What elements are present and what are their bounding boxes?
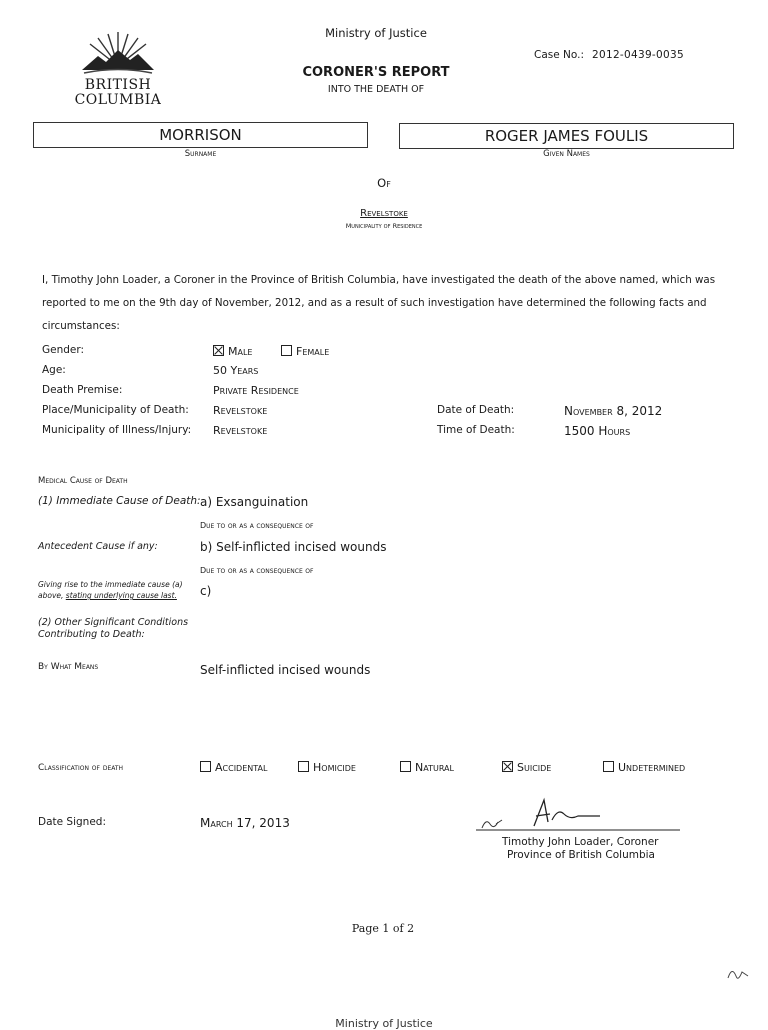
immediate-cause-label: (1) Immediate Cause of Death: bbox=[38, 495, 201, 507]
classification-undetermined bbox=[603, 761, 685, 774]
underlying-cause-value: c) bbox=[200, 584, 212, 598]
ministry-title: Ministry of Justice bbox=[325, 26, 427, 40]
date-signed-label: Date Signed: bbox=[38, 816, 106, 828]
intro-line-2: reported to me on the 9th day of November, 2012, and as a result of such investigation have determined the following facts and bbox=[42, 297, 707, 309]
coroner-name: Timothy John Loader, Coroner bbox=[502, 836, 659, 848]
due-to-2: Due to or as a consequence of bbox=[200, 566, 314, 575]
given-names-caption: Given Names bbox=[543, 149, 590, 159]
place-value: Revelstoke bbox=[213, 404, 268, 417]
page-number: Page 1 of 2 bbox=[351, 922, 415, 935]
undetermined-label: Undetermined bbox=[618, 761, 686, 774]
homicide-checkbox bbox=[298, 761, 309, 772]
natural-checkbox bbox=[400, 761, 411, 772]
undetermined-checkbox bbox=[603, 761, 614, 772]
initials-mark bbox=[724, 962, 752, 984]
other-conditions-label-2: Contributing to Death: bbox=[38, 629, 145, 640]
due-to-1: Due to or as a consequence of bbox=[200, 521, 314, 530]
report-subtitle: INTO THE DEATH OF bbox=[327, 84, 425, 95]
surname-box bbox=[33, 122, 368, 148]
place-label: Place/Municipality of Death: bbox=[42, 404, 189, 416]
classification-accidental bbox=[200, 761, 267, 774]
homicide-label: Homicide bbox=[313, 761, 356, 774]
antecedent-value: b) Self-inflicted incised wounds bbox=[200, 540, 387, 554]
means-value: Self-inflicted incised wounds bbox=[200, 663, 371, 677]
classification-homicide bbox=[298, 761, 356, 774]
date-signed-value: March 17, 2013 bbox=[200, 816, 290, 830]
given-names-value: ROGER JAMES FOULIS bbox=[484, 127, 649, 145]
giving-rise-underlined: stating underlying cause last. bbox=[65, 591, 177, 600]
age-value: 50 Years bbox=[213, 364, 259, 377]
male-checkbox bbox=[213, 345, 224, 356]
immediate-cause-value: a) Exsanguination bbox=[200, 495, 309, 509]
male-label: Male bbox=[228, 345, 253, 358]
giving-rise-above: above, bbox=[38, 591, 66, 600]
cause-heading: Medical Cause of Death bbox=[38, 476, 128, 486]
time-of-death-value: 1500 Hours bbox=[564, 424, 631, 438]
classification-natural bbox=[400, 761, 454, 774]
date-of-death-value: November 8, 2012 bbox=[564, 404, 663, 418]
coroner-province: Province of British Columbia bbox=[507, 849, 655, 861]
premise-label: Death Premise: bbox=[42, 384, 123, 396]
female-label: Female bbox=[296, 345, 330, 358]
case-number: 2012-0439-0035 bbox=[592, 49, 684, 61]
residence-value: Revelstoke bbox=[360, 208, 408, 219]
natural-label: Natural bbox=[415, 761, 454, 774]
gender-label: Gender: bbox=[42, 344, 85, 356]
accidental-checkbox bbox=[200, 761, 211, 772]
classification-suicide bbox=[502, 761, 551, 774]
residence-caption: Municipality of Residence bbox=[345, 222, 423, 230]
given-names-box bbox=[399, 123, 734, 149]
logo-line-2: COLUMBIA bbox=[74, 92, 162, 108]
age-label: Age: bbox=[42, 364, 66, 376]
time-of-death-label: Time of Death: bbox=[437, 424, 515, 436]
illness-value: Revelstoke bbox=[213, 424, 268, 437]
intro-line-1: I, Timothy John Loader, a Coroner in the Province of British Columbia, have investigated the death of the above named, which was bbox=[42, 274, 716, 286]
surname-value: MORRISON bbox=[159, 126, 242, 144]
date-of-death-label: Date of Death: bbox=[437, 404, 515, 416]
case-number-label: Case No.: bbox=[534, 49, 585, 61]
antecedent-label: Antecedent Cause if any: bbox=[38, 541, 158, 552]
suicide-checkbox bbox=[502, 761, 513, 772]
means-label: By What Means bbox=[38, 662, 99, 672]
of-label: Of bbox=[377, 176, 391, 190]
gender-male-option bbox=[213, 345, 252, 358]
classification-label: Classification of death bbox=[38, 763, 124, 773]
surname-caption: Surname bbox=[184, 149, 217, 159]
next-page-header: Ministry of Justice bbox=[335, 1017, 433, 1030]
logo-line-1: BRITISH bbox=[84, 77, 152, 93]
female-checkbox bbox=[281, 345, 292, 356]
illness-label: Municipality of Illness/Injury: bbox=[42, 424, 192, 436]
signature-mark bbox=[474, 794, 684, 836]
accidental-label: Accidental bbox=[215, 761, 268, 774]
gender-female-option bbox=[281, 345, 329, 358]
other-conditions-label-1: (2) Other Significant Conditions bbox=[38, 617, 189, 628]
suicide-label: Suicide bbox=[517, 761, 552, 774]
giving-rise-label-2 bbox=[38, 591, 177, 600]
premise-value: Private Residence bbox=[213, 384, 299, 397]
giving-rise-label-1: Giving rise to the immediate cause (a) bbox=[38, 580, 183, 589]
intro-line-3: circumstances: bbox=[42, 320, 120, 332]
report-title: CORONER'S REPORT bbox=[302, 65, 450, 80]
